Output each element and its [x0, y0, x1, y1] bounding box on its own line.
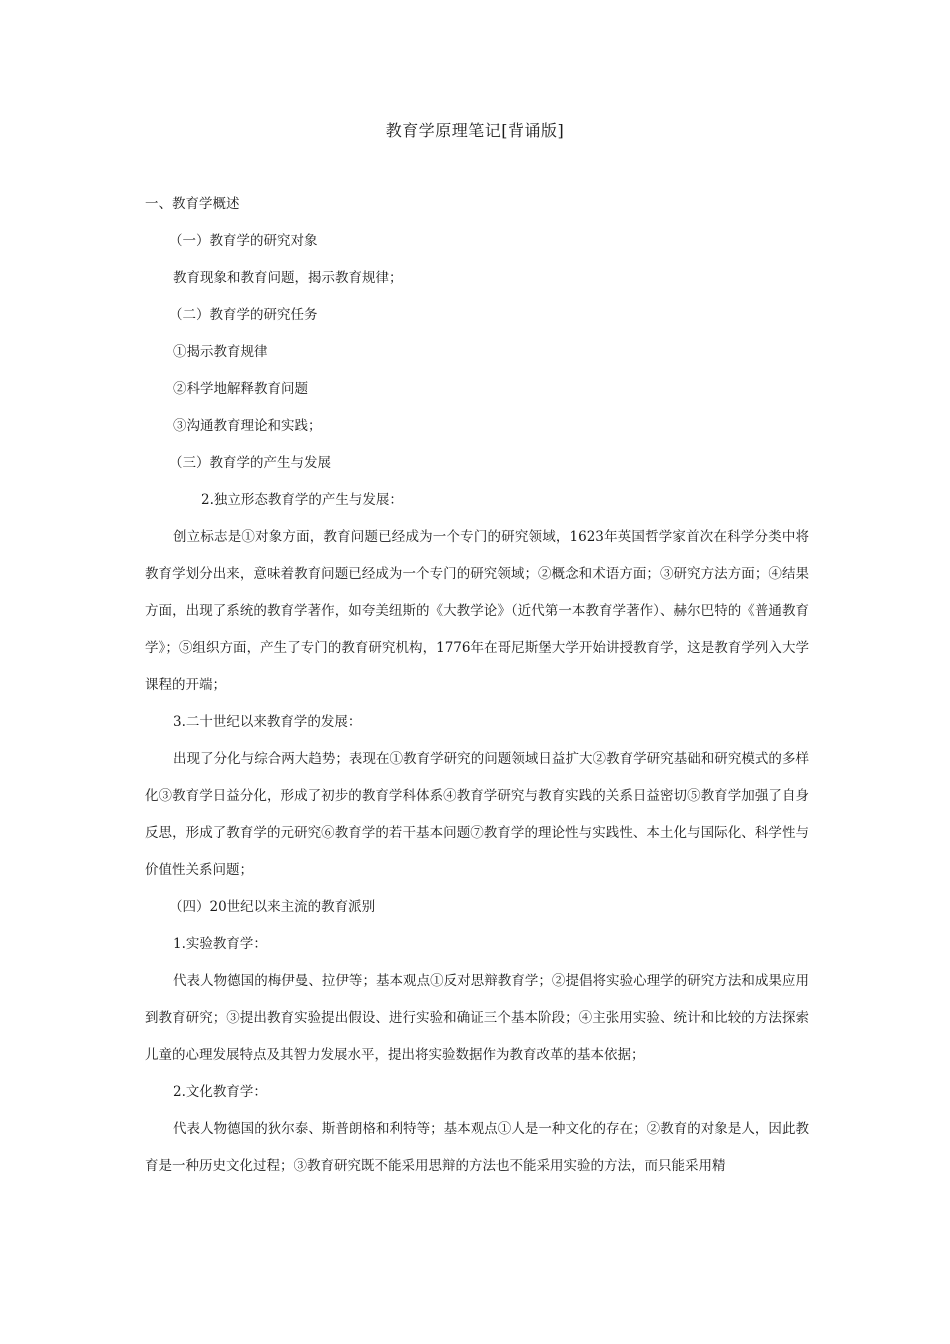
subsection-heading: （四）20世纪以来主流的教育派别 — [169, 899, 376, 915]
subsection-heading: （三）教育学的产生与发展 — [169, 455, 331, 471]
list-item: ③沟通教育理论和实践； — [173, 418, 322, 434]
numbered-heading: 1.实验教育学： — [173, 936, 267, 952]
numbered-heading: 2.文化教育学： — [173, 1084, 267, 1100]
numbered-heading: 3.二十世纪以来教育学的发展： — [173, 714, 362, 730]
section-heading-1: 一、教育学概述 — [145, 196, 240, 212]
body-paragraph: 代表人物德国的梅伊曼、拉伊等；基本观点①反对思辩教育学；②提倡将实验心理学的研究方法和成果应用到教育研究；③提出教育实验提出假设、进行实验和确证三个基本阶段；④主张用实验、统计和比较的方法探索儿童的心理发展特点及其智力发展水平，提出将实验数据作为教育改革的基本依据； — [145, 973, 809, 1063]
body-line: 教育现象和教育问题，揭示教育规律； — [173, 270, 403, 286]
body-paragraph: 创立标志是①对象方面，教育问题已经成为一个专门的研究领域，1623年英国哲学家首次在科学分类中将教育学划分出来，意味着教育问题已经成为一个专门的研究领域；②概念和术语方面；③研究方法方面；④结果方面，出现了系统的教育学著作，如夸美纽斯的《大教学论》（近代第一本教育学著作）、赫尔巴特的《普通教育学》；⑤组织方面，产生了专门的教育研究机构，1776年在哥尼斯堡大学开始讲授教育学，这是教育学列入大学课程的开端； — [145, 529, 809, 693]
numbered-heading: 2.独立形态教育学的产生与发展： — [201, 492, 403, 508]
document-title: 教育学原理笔记[背诵版] — [385, 121, 565, 140]
document-body — [145, 186, 809, 1185]
body-paragraph: 出现了分化与综合两大趋势；表现在①教育学研究的问题领域日益扩大②教育学研究基础和研究模式的多样化③教育学日益分化，形成了初步的教育学科体系④教育学研究与教育实践的关系日益密切⑤教育学加强了自身反思，形成了教育学的元研究⑥教育学的若干基本问题⑦教育学的理论性与实践性、本土化与国际化、科学性与价值性关系问题； — [145, 751, 809, 878]
subsection-heading: （二）教育学的研究任务 — [169, 307, 318, 323]
subsection-heading: （一）教育学的研究对象 — [169, 233, 318, 249]
list-item: ①揭示教育规律 — [173, 344, 268, 360]
list-item: ②科学地解释教育问题 — [173, 381, 308, 397]
body-paragraph: 代表人物德国的狄尔泰、斯普朗格和利特等；基本观点①人是一种文化的存在；②教育的对象是人，因此教育是一种历史文化过程；③教育研究既不能采用思辩的方法也不能采用实验的方法，而只能采用精 — [145, 1121, 809, 1174]
